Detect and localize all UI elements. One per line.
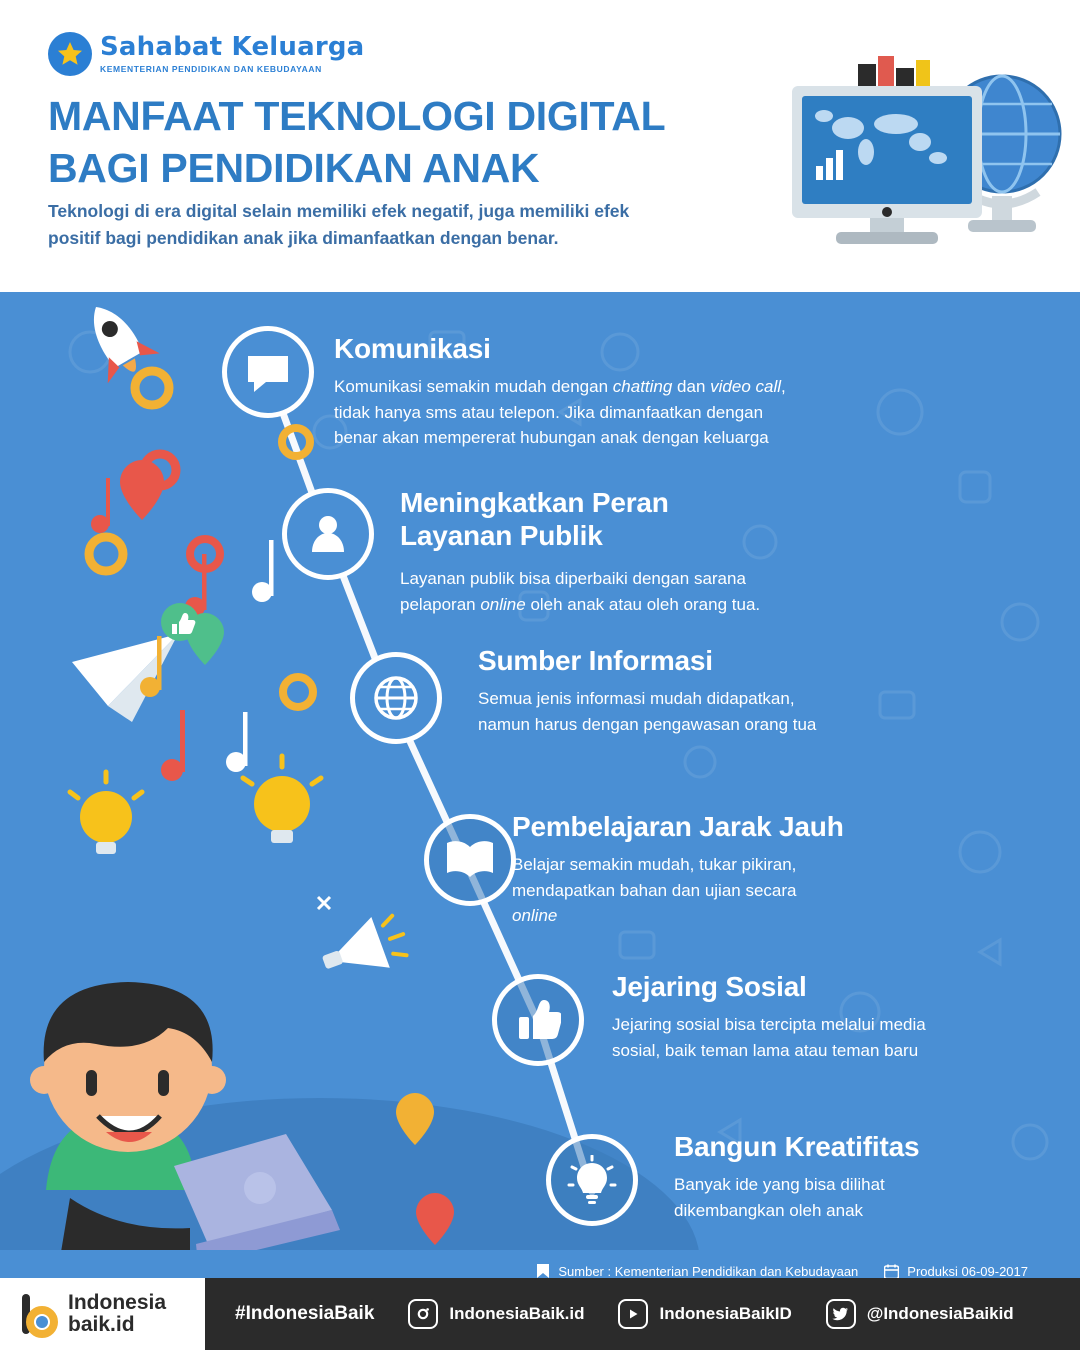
indonesiabaik-logo[interactable] <box>0 1278 205 1350</box>
node-sumber-informasi[interactable] <box>350 652 442 744</box>
source-text: Sumber : Kementerian Pendidikan dan Kebudayaan <box>558 1263 859 1279</box>
thumbs-up-icon <box>515 997 561 1043</box>
star-icon <box>48 32 92 76</box>
instagram-handle: IndonesiaBaik.id <box>449 1304 585 1323</box>
item-description: Belajar semakin mudah, tukar pikiran, mendapatkan bahan dan ujian secara online <box>512 855 797 926</box>
node-bangun-kreatifitas[interactable] <box>546 1134 638 1226</box>
item-description: Komunikasi semakin mudah dengan chatting dan video call, tidak hanya sms atau telepon. Jika dimanfaatkan dengan benar akan mempererat hubungan anak dengan keluarga <box>334 377 786 448</box>
item-title: Jejaring Sosial <box>612 971 807 1002</box>
indonesiabaik-b-logo <box>18 1290 60 1338</box>
node-jejaring-sosial[interactable] <box>492 974 584 1066</box>
social-twitter[interactable] <box>826 1299 1014 1329</box>
brand-name: Sahabat Keluarga <box>100 32 365 62</box>
thumbs-up-icon <box>161 603 199 641</box>
desktop-monitor-icon <box>792 86 982 244</box>
music-note-icon <box>226 540 274 772</box>
item-komunikasi <box>334 332 934 451</box>
chat-bubble-icon <box>244 348 292 396</box>
page-title-line1: MANFAAT TEKNOLOGI DIGITAL <box>48 93 666 139</box>
footer <box>0 1278 1080 1350</box>
person-icon <box>304 510 352 558</box>
item-title: Sumber Informasi <box>478 645 713 676</box>
page-subtitle: Teknologi di era digital selain memiliki efek negatif, juga memiliki efek positif bagi pendidikan anak jika dimanfaatkan dengan benar. <box>48 201 630 248</box>
bookmark-icon <box>536 1263 550 1279</box>
lightbulb-icon <box>567 1155 617 1205</box>
open-book-icon <box>444 837 496 883</box>
item-layanan-publik <box>400 486 1000 617</box>
instagram-icon <box>408 1299 438 1329</box>
youtube-icon <box>618 1299 648 1329</box>
production-info <box>884 1264 1028 1279</box>
boy-with-laptop-illustration <box>10 948 370 1278</box>
item-jejaring-sosial <box>612 970 1080 1063</box>
twitter-handle: @IndonesiaBaikid <box>866 1304 1014 1323</box>
item-title: Pembelajaran Jarak Jauh <box>512 811 844 842</box>
node-komunikasi[interactable] <box>222 326 314 418</box>
item-description: Jejaring sosial bisa tercipta melalui media sosial, baik teman lama atau teman baru <box>612 1015 926 1060</box>
social-instagram[interactable] <box>408 1299 584 1329</box>
page-title <box>48 90 768 195</box>
social-bar <box>205 1278 1080 1350</box>
item-title: Komunikasi <box>334 333 491 364</box>
paper-plane-icon <box>72 634 178 722</box>
logo-line2: baik.id <box>68 1313 135 1336</box>
page-title-line2: BAGI PENDIDIKAN ANAK <box>48 145 540 192</box>
node-layanan-publik[interactable] <box>282 488 374 580</box>
node-pembelajaran[interactable] <box>424 814 516 906</box>
content-area <box>0 292 1080 1278</box>
item-bangun-kreatifitas <box>674 1130 1080 1223</box>
globe-icon <box>371 673 421 723</box>
item-title: Meningkatkan Peran Layanan Publik <box>400 487 669 552</box>
item-title: Bangun Kreatifitas <box>674 1131 920 1162</box>
header <box>0 0 1080 292</box>
source-info <box>536 1263 858 1279</box>
laptop-icon <box>174 1134 340 1264</box>
brand-logo <box>48 30 364 76</box>
brand-ministry: KEMENTERIAN PENDIDIKAN DAN KEBUDAYAAN <box>100 64 322 74</box>
sparkle-icon <box>318 897 330 909</box>
item-pembelajaran <box>512 810 1080 929</box>
item-description: Banyak ide yang bisa dilihat dikembangkan oleh anak <box>674 1175 885 1220</box>
calendar-icon <box>884 1264 899 1279</box>
header-illustration <box>770 46 1070 281</box>
hashtag: #IndonesiaBaik <box>235 1303 375 1324</box>
logo-line1: Indonesia <box>68 1290 167 1314</box>
twitter-icon <box>826 1299 856 1329</box>
lightbulb-icon <box>70 756 321 854</box>
item-description: Layanan publik bisa diperbaiki dengan sarana pelaporan online oleh anak atau oleh orang tua. <box>400 569 761 614</box>
item-sumber-informasi <box>478 644 1078 737</box>
youtube-handle: IndonesiaBaikID <box>659 1304 792 1323</box>
item-description: Semua jenis informasi mudah didapatkan, namun harus dengan pengawasan orang tua <box>478 689 817 734</box>
social-youtube[interactable] <box>618 1299 791 1329</box>
production-text: Produksi 06-09-2017 <box>907 1263 1028 1279</box>
